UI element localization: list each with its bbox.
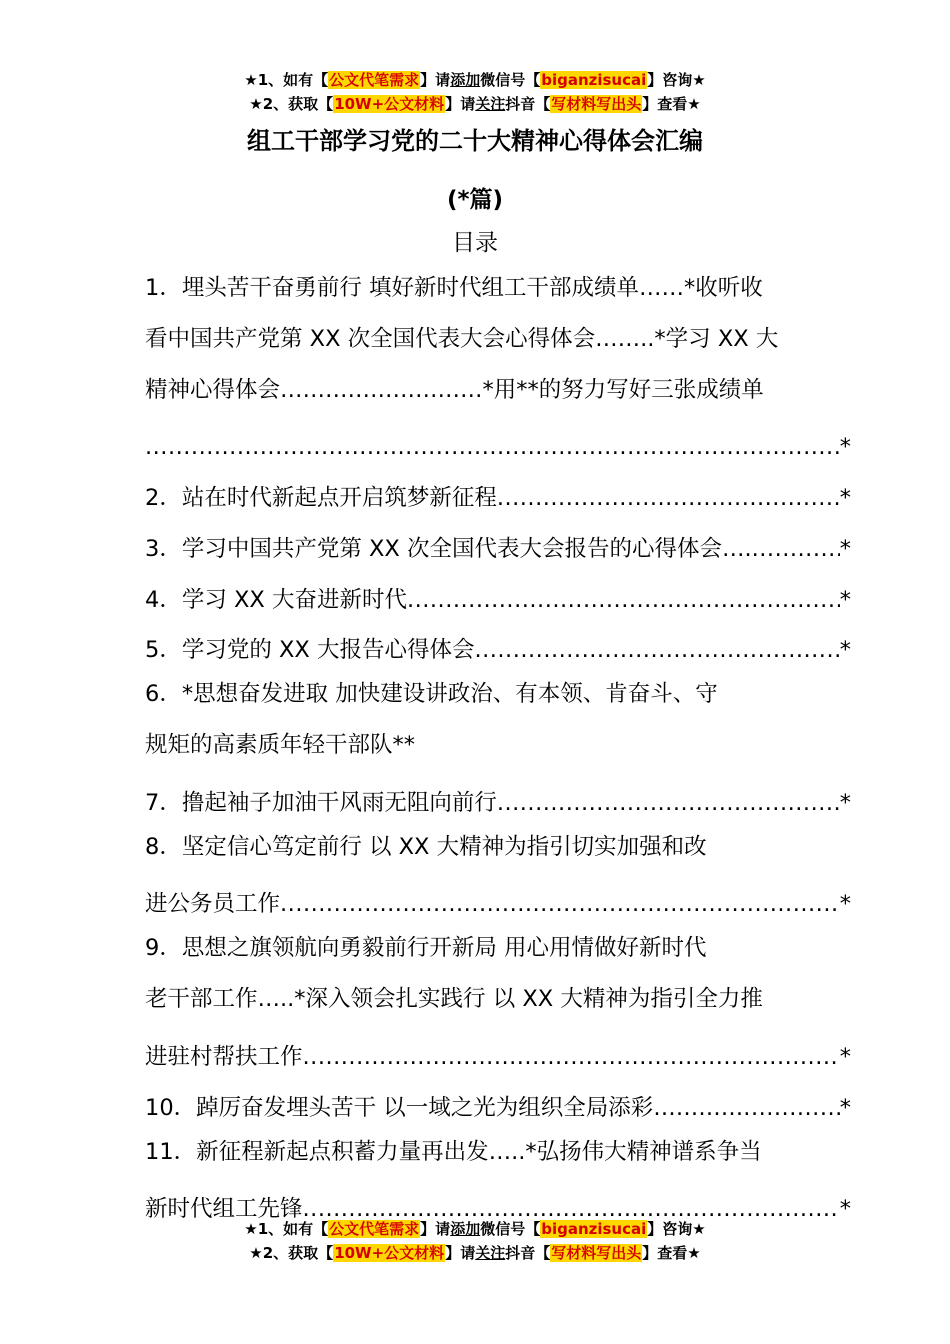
- banner-text: ★1、如有【: [244, 71, 329, 89]
- toc-entry: [145, 774, 851, 825]
- banner-emphasis: 添加: [450, 1220, 481, 1238]
- toc-page: *: [839, 434, 851, 461]
- toc-page: *: [839, 1094, 851, 1121]
- banner-text: ★2、获取【: [249, 95, 334, 113]
- toc-line: 8．坚定信心笃定前行 以 XX 大精神为指引切实加强和改: [145, 833, 707, 860]
- banner-text: 】请: [420, 1220, 451, 1238]
- toc-entry: [145, 876, 851, 927]
- banner-douyin-id: 写材料写出头: [551, 95, 642, 113]
- toc-entry: [145, 622, 851, 673]
- toc-entry-title: 3．学习中国共产党第 XX 次全国代表大会报告的心得体会….: [145, 535, 752, 562]
- banner-text: 微信号【: [480, 71, 541, 89]
- toc-page: *: [839, 789, 851, 816]
- toc-line: 9．思想之旗领航向勇毅前行开新局 用心用情做好新时代: [145, 935, 707, 962]
- banner-text: ★2、获取【: [249, 1244, 334, 1262]
- banner-wechat-id: biganzisucai: [541, 71, 647, 89]
- toc-page: *: [839, 891, 851, 918]
- toc-entry-title: 7．撸起袖子加油干风雨无阻向前行: [145, 789, 497, 816]
- toc-entry-title: 10．踔厉奋发埋头苦干 以一域之光为组织全局添彩…………: [145, 1094, 744, 1121]
- banner-douyin-id: 写材料写出头: [551, 1244, 642, 1262]
- toc-entry-title: 2．站在时代新起点开启筑梦新征程: [145, 484, 497, 511]
- document-subtitle: (*篇): [446, 187, 504, 213]
- toc-page: *: [839, 535, 851, 562]
- toc-entry: [145, 1028, 851, 1079]
- toc-page: *: [839, 1043, 851, 1070]
- banner-text: 抖音【: [505, 1244, 551, 1262]
- banner-text: 微信号【: [480, 1220, 541, 1238]
- banner-emphasis: 关注: [475, 95, 506, 113]
- toc-entry-title: 进公务员工作: [145, 891, 281, 918]
- toc-leader: [497, 476, 840, 520]
- banner-wechat-id: biganzisucai: [541, 1220, 647, 1238]
- document-title: 组工干部学习党的二十大精神心得体会汇编: [247, 127, 703, 155]
- toc-entry: [145, 1079, 851, 1130]
- toc-line: 1．埋头苦干奋勇前行 填好新时代组工干部成绩单……*收听收: [145, 275, 763, 301]
- toc-entry: [145, 520, 851, 571]
- banner-highlight: 10W+公文材料: [334, 95, 445, 113]
- toc-line: 老干部工作…..*深入领会扎实践行 以 XX 大精神为指引全力推: [145, 986, 763, 1013]
- toc-line: 6．*思想奋发进取 加快建设讲政治、有本领、肯奋斗、守: [145, 681, 718, 708]
- banner-emphasis: 添加: [450, 71, 481, 89]
- toc-heading: 目录: [452, 230, 498, 256]
- toc-leader: [752, 527, 840, 571]
- banner-text: ★1、如有【: [244, 1220, 329, 1238]
- toc-entry-title: 5．学习党的 XX 大报告心得体会: [145, 637, 475, 664]
- toc-page: *: [839, 484, 851, 511]
- toc-line: 11．新征程新起点积蓄力量再出发…..*弘扬伟大精神谱系争当: [145, 1138, 762, 1165]
- toc-page: *: [839, 586, 851, 613]
- banner-text: 】请: [445, 95, 476, 113]
- banner-highlight: 公文代笔需求: [329, 1220, 420, 1238]
- banner-text: 抖音【: [505, 95, 551, 113]
- toc-page: *: [839, 637, 851, 664]
- banner-text: 】咨询★: [647, 71, 706, 89]
- toc-leader: [497, 781, 840, 825]
- toc-line: [145, 418, 851, 469]
- toc-entry-title: 进驻村帮扶工作: [145, 1043, 303, 1070]
- toc-page: *: [839, 1196, 851, 1223]
- toc-entry: [145, 469, 851, 520]
- banner-text: 】请: [420, 71, 451, 89]
- toc-entry-title: 4．学习 XX 大奋进新时代: [145, 586, 407, 613]
- promo-banner-footer-line-1: [0, 1218, 950, 1240]
- toc-leader: [407, 578, 840, 622]
- table-of-contents: [145, 266, 851, 1231]
- toc-leader: [145, 425, 840, 469]
- banner-text: 】查看★: [642, 95, 701, 113]
- banner-text: 】请: [445, 1244, 476, 1262]
- banner-highlight: 公文代笔需求: [329, 71, 420, 89]
- toc-entry: [145, 571, 851, 622]
- toc-entry-title: 新时代组工先锋: [145, 1196, 303, 1223]
- toc-leader: [280, 882, 840, 926]
- banner-highlight: 10W+公文材料: [334, 1244, 445, 1262]
- banner-emphasis: 关注: [475, 1244, 506, 1262]
- toc-leader: [743, 1086, 839, 1130]
- toc-line: 规矩的高素质年轻干部队**: [145, 732, 416, 759]
- toc-line: 看中国共产党第 XX 次全国代表大会心得体会……..*学习 XX 大: [145, 325, 779, 352]
- promo-banner-line-2: [0, 93, 950, 115]
- banner-text: 】查看★: [642, 1244, 701, 1262]
- toc-leader: [474, 628, 839, 672]
- banner-text: 】咨询★: [647, 1220, 706, 1238]
- promo-banner-line-1: [0, 69, 950, 91]
- promo-banner-footer-line-2: [0, 1242, 950, 1264]
- toc-leader: [303, 1035, 840, 1079]
- toc-line: 精神心得体会………………………*用**的努力写好三张成绩单: [145, 376, 764, 403]
